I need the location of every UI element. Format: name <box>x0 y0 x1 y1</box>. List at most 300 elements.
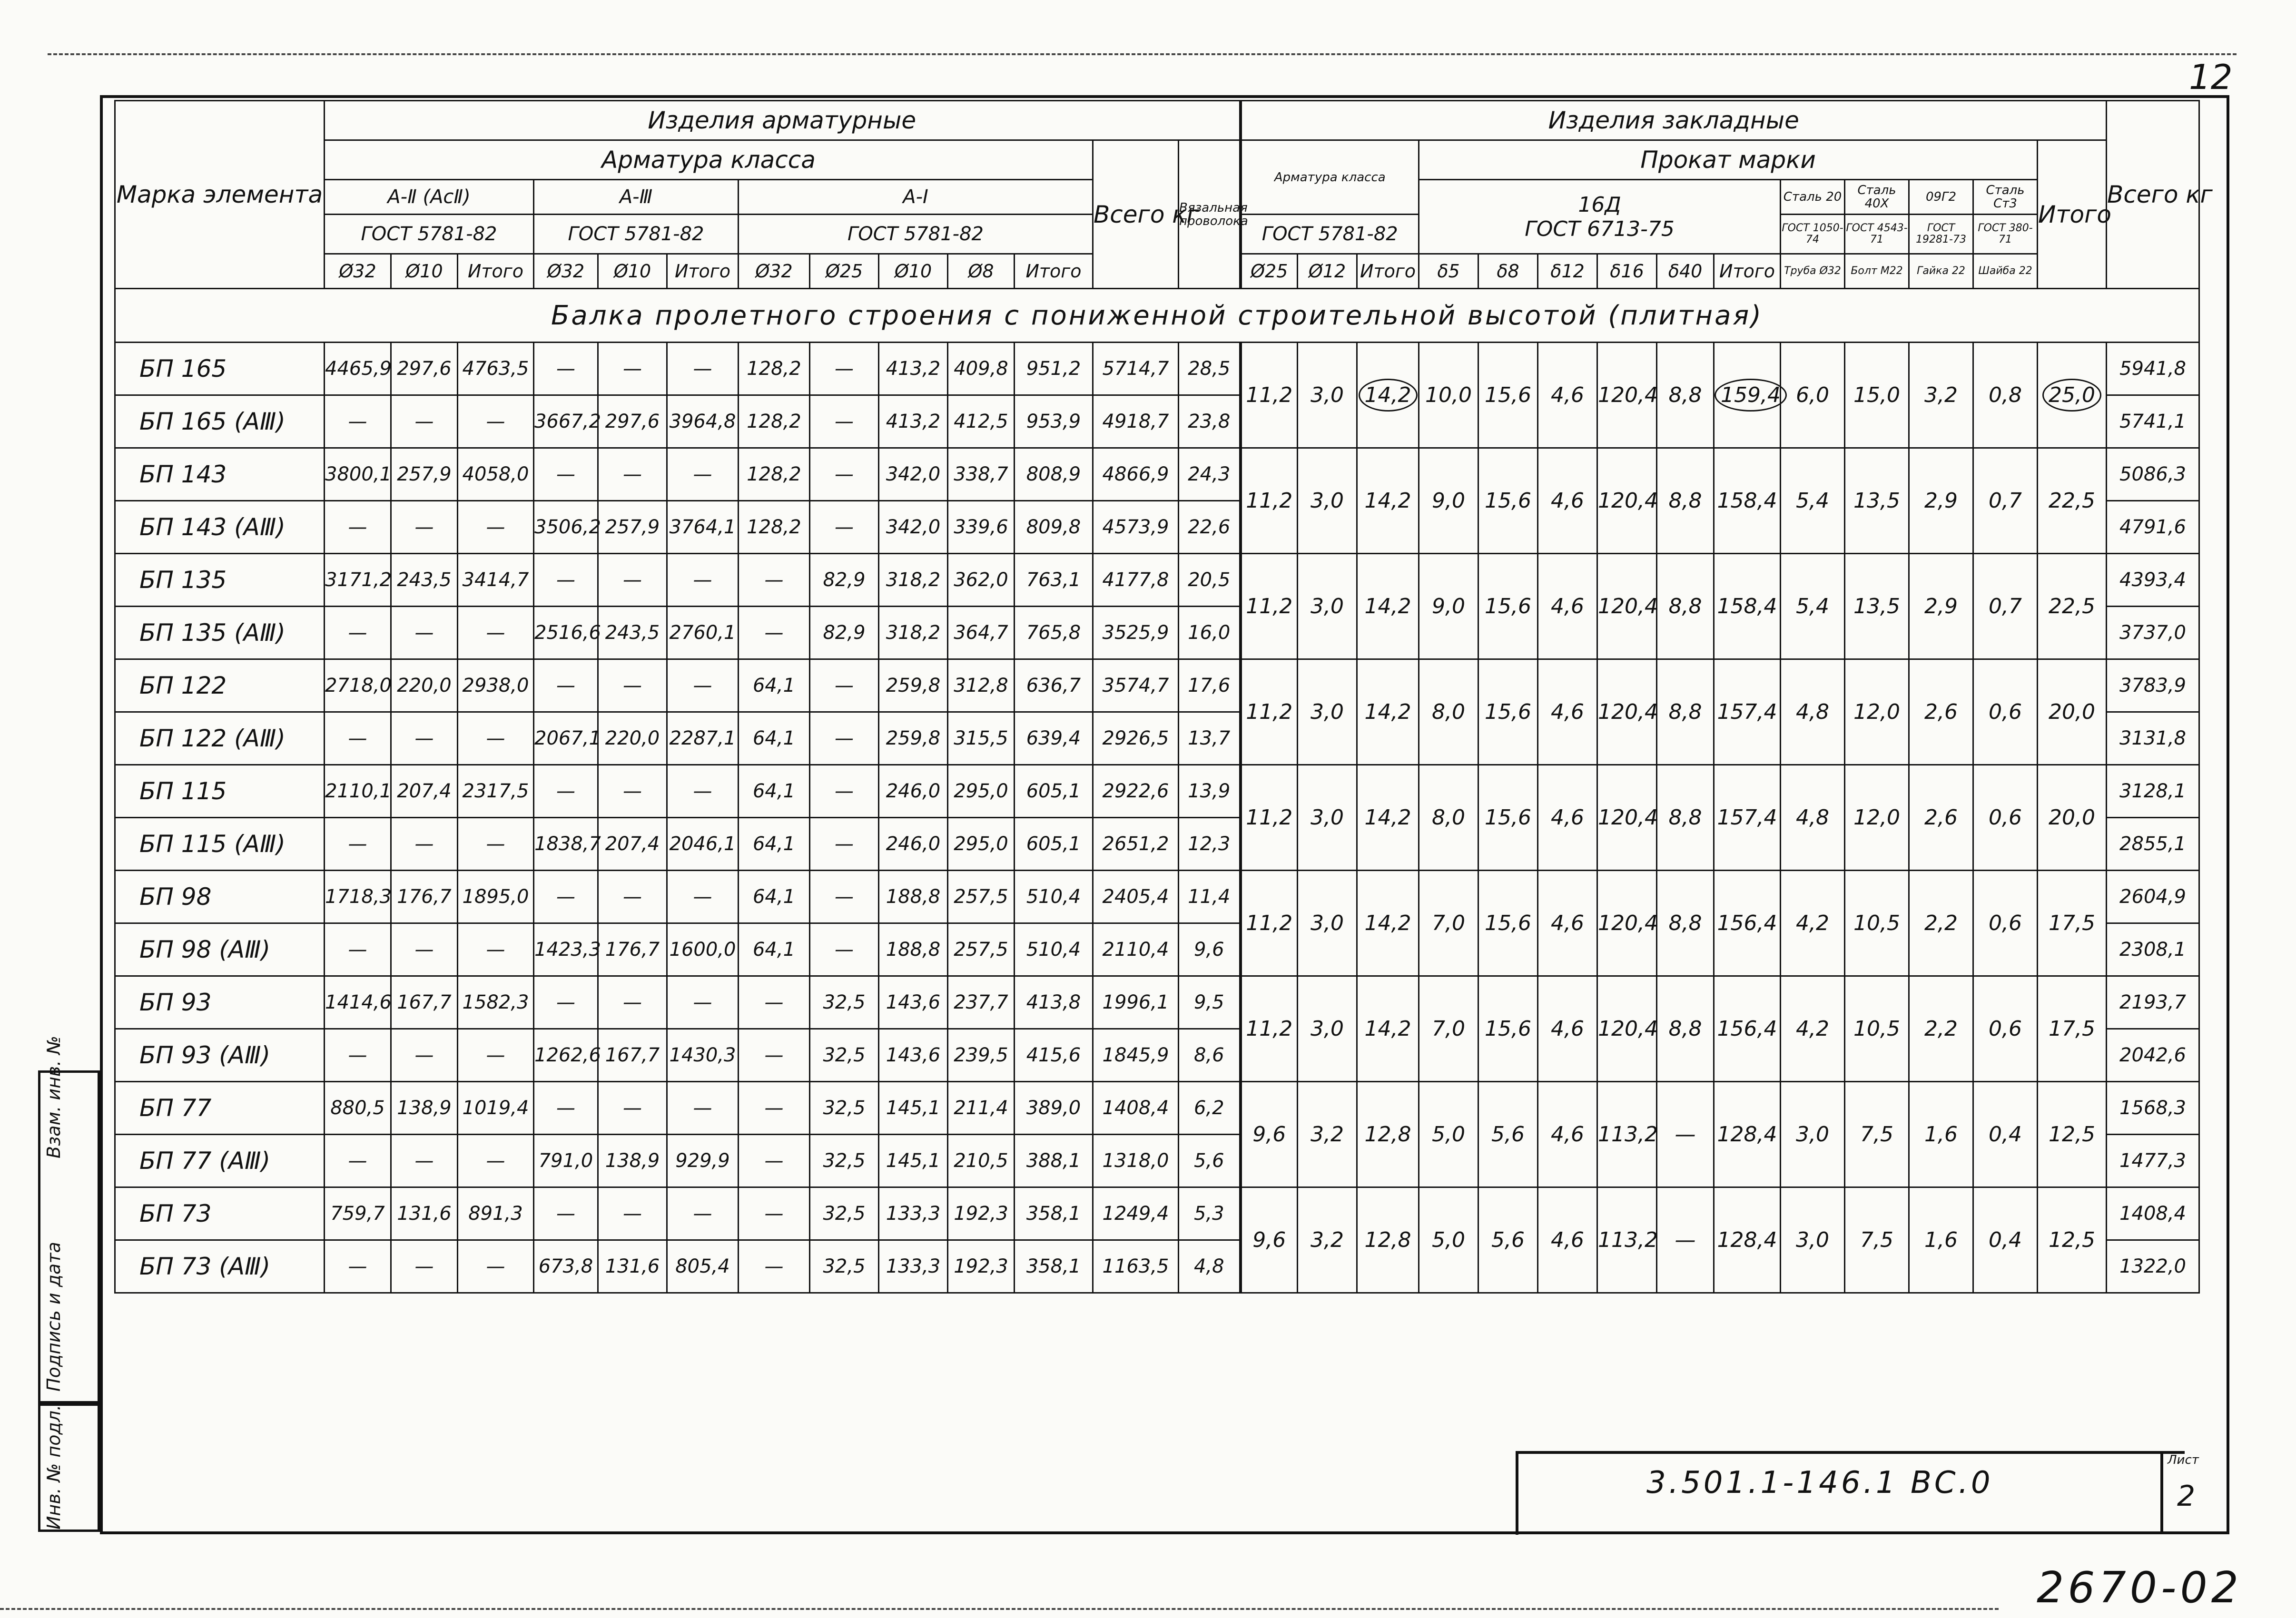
rebar-cell: 3525,9 <box>1093 607 1179 659</box>
specification-table <box>114 100 2213 1294</box>
embedded-value: 128,4 <box>1717 1228 1777 1252</box>
embedded-cell <box>1419 343 1478 448</box>
embedded-value: 15,6 <box>1485 1017 1532 1041</box>
rebar-cell: 138,9 <box>391 1082 458 1135</box>
embedded-cell <box>1714 1082 1781 1187</box>
rebar-cell: — <box>667 1187 739 1240</box>
rebar-cell: — <box>534 1082 598 1135</box>
embedded-cell <box>1597 976 1657 1082</box>
col-header: δ16 <box>1597 254 1657 289</box>
embedded-cell <box>1298 343 1357 448</box>
rebar-cell: 237,7 <box>948 976 1015 1029</box>
embedded-value: 157,4 <box>1717 700 1777 724</box>
rebar-cell: 1408,4 <box>1093 1082 1179 1135</box>
embedded-cell <box>1298 659 1357 765</box>
rebar-cell: 605,1 <box>1015 765 1093 818</box>
embedded-value: 15,6 <box>1485 911 1532 935</box>
embedded-value: 12,0 <box>1853 700 1901 724</box>
grand-total-cell: 2308,1 <box>2107 923 2199 976</box>
grand-total-cell: 3131,8 <box>2107 712 2199 765</box>
col-header-sub-washer: Шайба 22 <box>1973 254 2038 289</box>
rebar-cell: — <box>667 343 739 395</box>
rebar-cell: 4573,9 <box>1093 501 1179 554</box>
rebar-cell: — <box>391 712 458 765</box>
rebar-cell: — <box>534 659 598 712</box>
embedded-cell <box>1538 871 1597 976</box>
rebar-cell: 763,1 <box>1015 554 1093 607</box>
embedded-value: 0,6 <box>1989 911 2022 935</box>
rebar-cell: 188,8 <box>879 923 948 976</box>
element-mark: БП 98 <box>115 871 325 923</box>
embedded-cell <box>1597 448 1657 554</box>
embedded-cell <box>1241 659 1298 765</box>
steel40x-header: Сталь 40Х <box>1845 180 1909 215</box>
gost-s40x: ГОСТ 4543-71 <box>1845 215 1909 254</box>
rebar-cell: — <box>739 1187 810 1240</box>
embedded-cell <box>1657 659 1714 765</box>
embedded-cell <box>1419 1082 1478 1187</box>
embedded-cell <box>2038 871 2107 976</box>
embedded-cell <box>1478 448 1538 554</box>
rebar-cell: 639,4 <box>1015 712 1093 765</box>
embedded-cell <box>1909 448 1973 554</box>
rebar-cell: — <box>739 554 810 607</box>
embedded-cell <box>1909 765 1973 871</box>
element-mark: БП 122 (AⅢ) <box>115 712 325 765</box>
embedded-cell <box>1538 659 1597 765</box>
embedded-value: 3,0 <box>1311 1017 1344 1041</box>
embedded-cell <box>1781 659 1845 765</box>
embedded-value: 15,6 <box>1485 700 1532 724</box>
rebar-cell: — <box>534 554 598 607</box>
embedded-value: 7,0 <box>1432 911 1466 935</box>
embedded-cell <box>1973 871 2038 976</box>
rebar-cell: — <box>667 765 739 818</box>
rebar-cell: — <box>458 1029 534 1082</box>
rebar-cell: — <box>598 448 667 501</box>
embedded-cell <box>1597 343 1657 448</box>
embedded-value: 5,0 <box>1432 1228 1466 1252</box>
rebar-cell: — <box>325 923 391 976</box>
rebar-cell: 953,9 <box>1015 395 1093 448</box>
rebar-cell: 1318,0 <box>1093 1135 1179 1187</box>
rebar-cell: — <box>325 1240 391 1293</box>
rebar-cell: 2651,2 <box>1093 818 1179 871</box>
embedded-value: 113,2 <box>1598 1122 1658 1147</box>
embedded-value: 4,2 <box>1796 911 1830 935</box>
rebar-cell: 338,7 <box>948 448 1015 501</box>
embedded-cell <box>1478 343 1538 448</box>
embedded-cell <box>1909 1187 1973 1293</box>
embedded-cell <box>1657 976 1714 1082</box>
grand-total-cell: 2042,6 <box>2107 1029 2199 1082</box>
class-a4-header: A-Ⅱ (AcⅡ) <box>325 180 534 215</box>
rebar-cell: 13,9 <box>1179 765 1241 818</box>
rebar-cell: — <box>391 1029 458 1082</box>
embedded-value: 15,6 <box>1485 383 1532 407</box>
embedded-value: 4,6 <box>1551 383 1585 407</box>
embedded-value: 15,6 <box>1485 489 1532 513</box>
embedded-value: 128,4 <box>1717 1122 1777 1147</box>
rebar-cell: — <box>534 976 598 1029</box>
gost-emb: ГОСТ 5781-82 <box>1241 215 1419 254</box>
rebar-cell: — <box>391 501 458 554</box>
rebar-products-header: Изделия арматурные <box>325 101 1241 140</box>
rebar-cell: 210,5 <box>948 1135 1015 1187</box>
embedded-cell <box>1714 659 1781 765</box>
embedded-cell <box>1597 1187 1657 1293</box>
rebar-cell: 673,8 <box>534 1240 598 1293</box>
element-mark: БП 73 (AⅢ) <box>115 1240 325 1293</box>
rebar-class-header: Арматура класса <box>325 140 1093 180</box>
rebar-cell: 4,8 <box>1179 1240 1241 1293</box>
embedded-value: 22,5 <box>2049 489 2096 513</box>
rebar-cell: — <box>534 765 598 818</box>
embedded-cell <box>1298 976 1357 1082</box>
embedded-cell <box>1357 448 1419 554</box>
embedded-cell <box>1478 765 1538 871</box>
rebar-cell: 891,3 <box>458 1187 534 1240</box>
embedded-value: 113,2 <box>1598 1228 1658 1252</box>
rebar-cell: 5714,7 <box>1093 343 1179 395</box>
embedded-value: 4,6 <box>1551 489 1585 513</box>
rebar-cell: 32,5 <box>810 1082 879 1135</box>
rolled-gost: ГОСТ 6713-75 <box>1525 216 1675 241</box>
rebar-cell: 8,6 <box>1179 1029 1241 1082</box>
rebar-cell: 128,2 <box>739 448 810 501</box>
rebar-cell: 145,1 <box>879 1135 948 1187</box>
rebar-cell: 759,7 <box>325 1187 391 1240</box>
col-header: δ40 <box>1657 254 1714 289</box>
embedded-cell <box>1241 1082 1298 1187</box>
embedded-value: 158,4 <box>1717 594 1777 618</box>
rebar-cell: 312,8 <box>948 659 1015 712</box>
rebar-cell: — <box>391 818 458 871</box>
rebar-cell: 1163,5 <box>1093 1240 1179 1293</box>
rebar-cell: 4177,8 <box>1093 554 1179 607</box>
rebar-cell: — <box>391 923 458 976</box>
rebar-cell: 220,0 <box>391 659 458 712</box>
rebar-cell: — <box>534 871 598 923</box>
embedded-cell <box>1845 765 1909 871</box>
embedded-cell <box>1419 554 1478 659</box>
embedded-value: 9,0 <box>1432 594 1466 618</box>
rebar-cell: 791,0 <box>534 1135 598 1187</box>
rebar-cell: 297,6 <box>598 395 667 448</box>
embedded-cell <box>1298 448 1357 554</box>
grand-total-cell: 2193,7 <box>2107 976 2199 1029</box>
embedded-cell <box>1478 1082 1538 1187</box>
embedded-value: 20,0 <box>2049 700 2096 724</box>
rebar-cell: 1838,7 <box>534 818 598 871</box>
rebar-cell: 32,5 <box>810 1029 879 1082</box>
col-header: Ø32 <box>739 254 810 289</box>
rebar-cell: 412,5 <box>948 395 1015 448</box>
embedded-value: 120,4 <box>1598 1017 1658 1041</box>
embedded-cell <box>1909 871 1973 976</box>
rebar-cell: 143,6 <box>879 1029 948 1082</box>
rebar-cell: 5,6 <box>1179 1135 1241 1187</box>
embedded-cell <box>1597 554 1657 659</box>
rebar-cell: 358,1 <box>1015 1240 1093 1293</box>
embedded-value: 14,2 <box>1364 700 1411 724</box>
rebar-cell: 82,9 <box>810 607 879 659</box>
embedded-cell <box>1298 554 1357 659</box>
embedded-value: 5,4 <box>1796 489 1830 513</box>
embedded-value: 8,0 <box>1432 805 1466 830</box>
element-mark: БП 143 (AⅢ) <box>115 501 325 554</box>
rebar-cell: 257,9 <box>598 501 667 554</box>
embedded-value: 3,2 <box>1311 1228 1344 1252</box>
col-header: Ø32 <box>534 254 598 289</box>
embedded-value: 120,4 <box>1598 805 1658 830</box>
col-header: Ø25 <box>1241 254 1298 289</box>
embedded-cell <box>1973 659 2038 765</box>
embedded-cell <box>2038 1187 2107 1293</box>
grand-total-cell: 2604,9 <box>2107 871 2199 923</box>
embedded-value: 11,2 <box>1246 700 1293 724</box>
embedded-cell <box>1714 343 1781 448</box>
embedded-value: 12,5 <box>2049 1228 2096 1252</box>
embedded-value: 0,6 <box>1989 805 2022 830</box>
rebar-cell: 2046,1 <box>667 818 739 871</box>
embedded-value: 120,4 <box>1598 594 1658 618</box>
rebar-cell: 2110,4 <box>1093 923 1179 976</box>
embedded-cell <box>1909 976 1973 1082</box>
embedded-value: 3,0 <box>1796 1122 1830 1147</box>
embedded-cell <box>1419 765 1478 871</box>
rolled-16d-label: 16Д <box>1578 192 1621 217</box>
rebar-cell: — <box>325 395 391 448</box>
rebar-cell: — <box>325 712 391 765</box>
embedded-value: 12,0 <box>1853 805 1901 830</box>
rebar-cell: 64,1 <box>739 923 810 976</box>
embedded-value: 2,9 <box>1924 489 1958 513</box>
embedded-cell <box>1357 976 1419 1082</box>
col-header: Итого <box>1015 254 1093 289</box>
embedded-value: 156,4 <box>1717 1017 1777 1041</box>
class-a3-header: A-Ⅲ <box>534 180 739 215</box>
embedded-cell <box>2038 554 2107 659</box>
embedded-cell <box>1538 976 1597 1082</box>
grand-total-cell: 4393,4 <box>2107 554 2199 607</box>
embedded-cell <box>1781 1187 1845 1293</box>
embedded-cell <box>1298 1082 1357 1187</box>
rebar-cell: 1430,3 <box>667 1029 739 1082</box>
embedded-cell <box>1657 554 1714 659</box>
rebar-cell: 246,0 <box>879 818 948 871</box>
rebar-cell: 636,7 <box>1015 659 1093 712</box>
rebar-cell: 388,1 <box>1015 1135 1093 1187</box>
embedded-value: 4,8 <box>1796 700 1830 724</box>
rebar-cell: 1262,6 <box>534 1029 598 1082</box>
rebar-cell: 143,6 <box>879 976 948 1029</box>
embedded-value: 8,8 <box>1668 383 1702 407</box>
rebar-cell: — <box>534 1187 598 1240</box>
embedded-value: 3,2 <box>1311 1122 1344 1147</box>
embedded-cell <box>1478 1187 1538 1293</box>
rebar-cell: 145,1 <box>879 1082 948 1135</box>
rebar-cell: — <box>391 395 458 448</box>
rebar-cell: 188,8 <box>879 871 948 923</box>
embedded-cell <box>1538 1187 1597 1293</box>
rebar-cell: 176,7 <box>391 871 458 923</box>
rebar-cell: — <box>598 1187 667 1240</box>
steel20-header: Сталь 20 <box>1781 180 1845 215</box>
embedded-cell <box>1357 871 1419 976</box>
col-header: δ8 <box>1478 254 1538 289</box>
rebar-cell: — <box>598 871 667 923</box>
embedded-value: 9,6 <box>1252 1122 1286 1147</box>
embedded-cell <box>1419 871 1478 976</box>
rebar-cell: — <box>458 712 534 765</box>
rebar-cell: 243,5 <box>598 607 667 659</box>
embedded-value: 157,4 <box>1717 805 1777 830</box>
rebar-cell: 409,8 <box>948 343 1015 395</box>
rebar-cell: 9,6 <box>1179 923 1241 976</box>
embedded-cell <box>1845 554 1909 659</box>
embedded-cell <box>2038 976 2107 1082</box>
rebar-cell: 257,5 <box>948 871 1015 923</box>
gost-a4: ГОСТ 5781-82 <box>325 215 534 254</box>
rebar-cell: 257,9 <box>391 448 458 501</box>
rebar-cell: 1895,0 <box>458 871 534 923</box>
embedded-value: 7,5 <box>1860 1122 1894 1147</box>
element-mark: БП 135 (AⅢ) <box>115 607 325 659</box>
bottom-edge-line <box>0 1608 1999 1610</box>
embedded-cell <box>1973 343 2038 448</box>
embedded-value: 3,0 <box>1311 700 1344 724</box>
embedded-value: 4,8 <box>1796 805 1830 830</box>
rebar-cell: — <box>598 343 667 395</box>
gost-a1: ГОСТ 5781-82 <box>739 215 1093 254</box>
rebar-cell: 339,6 <box>948 501 1015 554</box>
rebar-cell: 808,9 <box>1015 448 1093 501</box>
rebar-cell: 364,7 <box>948 607 1015 659</box>
rebar-cell: — <box>598 554 667 607</box>
rebar-cell: 9,5 <box>1179 976 1241 1029</box>
embedded-value: 15,6 <box>1485 594 1532 618</box>
side-label-replace: Взам. инв. № <box>43 1035 64 1158</box>
embedded-value: 0,4 <box>1989 1122 2022 1147</box>
rebar-cell: 207,4 <box>391 765 458 818</box>
grand-total-cell: 3737,0 <box>2107 607 2199 659</box>
embedded-cell <box>1357 765 1419 871</box>
embedded-value: 4,6 <box>1551 700 1585 724</box>
embedded-cell <box>1973 1082 2038 1187</box>
embedded-cell <box>1419 1187 1478 1293</box>
embedded-value: 1,6 <box>1924 1122 1958 1147</box>
embedded-value: 3,0 <box>1796 1228 1830 1252</box>
embedded-value: 10,5 <box>1853 911 1901 935</box>
rebar-cell: — <box>667 1082 739 1135</box>
embedded-cell <box>1845 1187 1909 1293</box>
rebar-cell: 1845,9 <box>1093 1029 1179 1082</box>
col-header-sub-nut: Гайка 22 <box>1909 254 1973 289</box>
embedded-cell <box>1298 1187 1357 1293</box>
embedded-value: 4,6 <box>1551 594 1585 618</box>
embedded-value: 15,0 <box>1853 383 1901 407</box>
side-label-sign: Подпись и дата <box>43 1242 64 1392</box>
rebar-cell: 929,9 <box>667 1135 739 1187</box>
embedded-cell <box>1241 765 1298 871</box>
embedded-cell <box>1419 976 1478 1082</box>
embedded-value: 13,5 <box>1853 594 1901 618</box>
embedded-cell <box>1478 976 1538 1082</box>
embedded-cell <box>1845 1082 1909 1187</box>
rebar-cell: 2938,0 <box>458 659 534 712</box>
embedded-value: 2,6 <box>1924 700 1958 724</box>
rebar-cell: 1582,3 <box>458 976 534 1029</box>
element-mark: БП 77 <box>115 1082 325 1135</box>
rebar-cell: 2287,1 <box>667 712 739 765</box>
rebar-cell: 2926,5 <box>1093 712 1179 765</box>
rebar-cell: 259,8 <box>879 659 948 712</box>
embedded-value: 3,0 <box>1311 911 1344 935</box>
rebar-cell: 3414,7 <box>458 554 534 607</box>
rebar-cell: 257,5 <box>948 923 1015 976</box>
table-row <box>115 976 2199 1029</box>
embedded-cell <box>1538 554 1597 659</box>
embedded-cell <box>1357 1082 1419 1187</box>
class-a1-header: A-I <box>739 180 1093 215</box>
rebar-cell: 20,5 <box>1179 554 1241 607</box>
rebar-cell: 1414,6 <box>325 976 391 1029</box>
rebar-cell: 16,0 <box>1179 607 1241 659</box>
document-code: 3.501.1-146.1 ВС.0 <box>1646 1465 1993 1500</box>
embedded-value: 14,2 <box>1364 1017 1411 1041</box>
rebar-cell: 295,0 <box>948 765 1015 818</box>
embedded-value: 6,0 <box>1796 383 1830 407</box>
embedded-cell <box>1538 448 1597 554</box>
rebar-cell: 2922,6 <box>1093 765 1179 818</box>
embedded-value: 11,2 <box>1246 489 1293 513</box>
embedded-cell <box>1597 659 1657 765</box>
rebar-cell: 17,6 <box>1179 659 1241 712</box>
embedded-cell <box>1973 765 2038 871</box>
embedded-cell <box>1657 343 1714 448</box>
embedded-value: 5,6 <box>1491 1122 1525 1147</box>
rebar-cell: 389,0 <box>1015 1082 1093 1135</box>
embedded-value: 2,2 <box>1924 911 1958 935</box>
embedded-cell <box>1781 1082 1845 1187</box>
side-stamp <box>38 1035 100 1403</box>
element-mark: БП 98 (AⅢ) <box>115 923 325 976</box>
page-number: 12 <box>2189 57 2233 97</box>
rebar-cell: — <box>739 607 810 659</box>
col-header: Ø25 <box>810 254 879 289</box>
embedded-cell <box>1781 448 1845 554</box>
rebar-cell: — <box>667 554 739 607</box>
element-mark-header: Марка элемента <box>115 101 325 289</box>
element-mark: БП 73 <box>115 1187 325 1240</box>
rebar-cell: 1718,3 <box>325 871 391 923</box>
rebar-cell: — <box>810 712 879 765</box>
embedded-value: 15,6 <box>1485 805 1532 830</box>
rebar-cell: 246,0 <box>879 765 948 818</box>
grand-total-header: Всего кг <box>2107 101 2199 289</box>
rebar-cell: — <box>598 659 667 712</box>
embedded-cell <box>1357 659 1419 765</box>
rebar-cell: 5,3 <box>1179 1187 1241 1240</box>
element-mark: БП 93 (AⅢ) <box>115 1029 325 1082</box>
element-mark: БП 165 (AⅢ) <box>115 395 325 448</box>
rebar-cell: 2110,1 <box>325 765 391 818</box>
rebar-cell: — <box>810 343 879 395</box>
rebar-cell: 6,2 <box>1179 1082 1241 1135</box>
rebar-cell: 3964,8 <box>667 395 739 448</box>
rebar-cell: 415,6 <box>1015 1029 1093 1082</box>
